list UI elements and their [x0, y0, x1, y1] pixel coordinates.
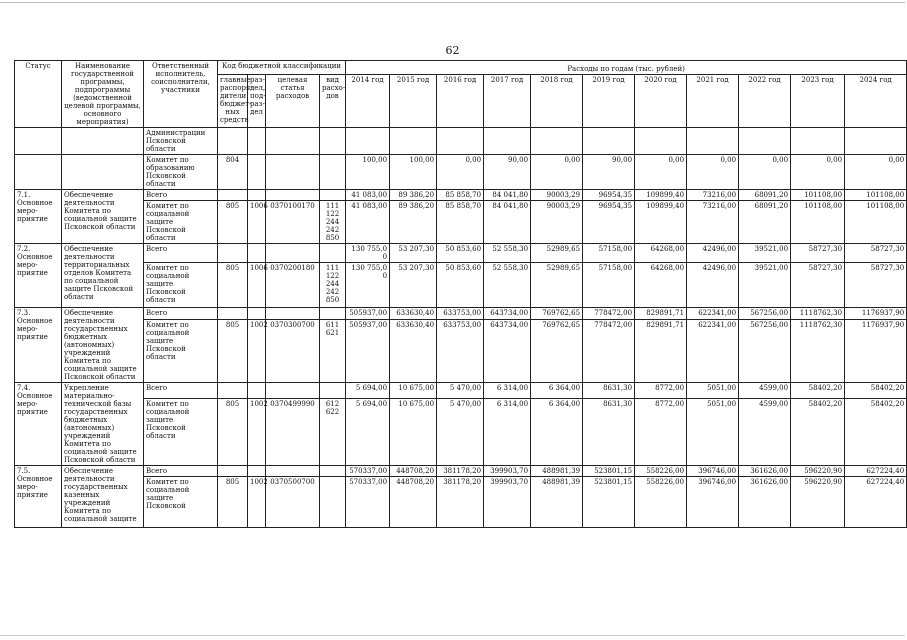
cell-value: 5 694,00 [346, 399, 390, 466]
cell-value [845, 128, 907, 155]
cell-total: 96954,35 [583, 190, 635, 201]
cell-target: 0370300700 [266, 320, 320, 383]
cell-section: 1006 [248, 201, 266, 244]
cell-grbs: 804 [218, 155, 248, 190]
vr-code: 611 [325, 321, 340, 329]
header-year: 2019 год [583, 75, 635, 128]
cell-value: 52989,65 [531, 263, 583, 308]
cell-grbs [218, 128, 248, 155]
cell-total: 399903,70 [484, 466, 531, 477]
cell-total: 52 558,30 [484, 244, 531, 263]
cell-value: 381178,20 [437, 477, 484, 528]
cell-value: 58727,30 [791, 263, 845, 308]
cell-total: 381178,20 [437, 466, 484, 477]
cell-total-label: Всего [144, 244, 218, 263]
cell-executor: Комитет по образованию Псковской области [144, 155, 218, 190]
cell-value: 8772,00 [635, 399, 687, 466]
cell-status [15, 128, 62, 155]
cell-total: 5 470,00 [437, 383, 484, 399]
header-name: Наименование государственной программы, подпрограммы (ведомственной целевой программы, основного мероприятия) [62, 61, 144, 128]
table-row-total [15, 190, 907, 201]
cell-value: 52 558,30 [484, 263, 531, 308]
cell-value: 1176937,90 [845, 320, 907, 383]
cell-name: Укрепление материально-технической базы государственных бюджетных (автономных) учреждений Комитета по социальной защите Псковской области [62, 383, 144, 466]
cell-value: 633630,40 [390, 320, 437, 383]
cell-total-label: Всего [144, 466, 218, 477]
cell-total: 101108,00 [845, 190, 907, 201]
cell-value: 73216,00 [687, 201, 739, 244]
cell-value: 68091,20 [739, 201, 791, 244]
cell-status: 7.5. Основное меро-приятие [15, 466, 62, 528]
cell-total: 596220,90 [791, 466, 845, 477]
cell-total: 58402,20 [791, 383, 845, 399]
cell-name: Обеспечение деятельности Комитета по социальной защите Псковской области [62, 190, 144, 244]
cell-vr [320, 466, 346, 477]
cell-vr [320, 244, 346, 263]
cell-value: 769762,65 [531, 320, 583, 383]
table-row [15, 399, 907, 466]
table-row [15, 320, 907, 383]
header-year: 2017 год [484, 75, 531, 128]
cell-value [437, 128, 484, 155]
cell-vr [320, 263, 346, 308]
cell-total: 57158,00 [583, 244, 635, 263]
cell-total: 130 755,00 [346, 244, 390, 263]
budget-table [14, 60, 907, 528]
cell-value: 96954,35 [583, 201, 635, 244]
cell-grbs [218, 308, 248, 320]
cell-target [266, 128, 320, 155]
cell-vr [320, 190, 346, 201]
table-row-total [15, 308, 907, 320]
cell-value: 89 386,20 [390, 201, 437, 244]
cell-total: 101108,00 [791, 190, 845, 201]
cell-value [739, 128, 791, 155]
cell-total: 1176937,90 [845, 308, 907, 320]
vr-code: 612 [325, 400, 340, 408]
table-row-total [15, 383, 907, 399]
header-executor: Ответственный исполнитель, соисполнители, участники [144, 61, 218, 128]
bottom-rule [0, 635, 905, 636]
header-section: раз-дел, под-раз-дел [248, 75, 266, 128]
top-rule [0, 2, 905, 3]
cell-status [15, 155, 62, 190]
cell-grbs [218, 466, 248, 477]
header-year: 2023 год [791, 75, 845, 128]
cell-value: 58402,20 [845, 399, 907, 466]
cell-total: 643734,00 [484, 308, 531, 320]
cell-value: 5051,00 [687, 399, 739, 466]
cell-executor: Администрации Псковской области [144, 128, 218, 155]
table-header [15, 61, 907, 128]
cell-section: 1002 [248, 477, 266, 528]
header-year: 2016 год [437, 75, 484, 128]
cell-value: 84 041,80 [484, 201, 531, 244]
cell-value: 523801,15 [583, 477, 635, 528]
cell-total: 448708,20 [390, 466, 437, 477]
cell-value [687, 128, 739, 155]
cell-vr [320, 320, 346, 383]
cell-total: 8631,30 [583, 383, 635, 399]
cell-value: 50 853,60 [437, 263, 484, 308]
vr-code: 111 [325, 202, 340, 210]
cell-name: Обеспечение деятельности государственных казенных учреждений Комитета по социальной защите [62, 466, 144, 528]
cell-total: 567256,00 [739, 308, 791, 320]
header-expenses: Расходы по годам (тыс. рублей) [346, 61, 907, 75]
cell-value: 505937,00 [346, 320, 390, 383]
cell-value: 6 314,00 [484, 399, 531, 466]
vr-code: 111 [325, 264, 340, 272]
cell-value: 8631,30 [583, 399, 635, 466]
cell-value: 42496,00 [687, 263, 739, 308]
cell-name [62, 128, 144, 155]
cell-status: 7.1. Основное меро-приятие [15, 190, 62, 244]
cell-total: 89 386,20 [390, 190, 437, 201]
cell-value [484, 128, 531, 155]
cell-value: 558226,00 [635, 477, 687, 528]
cell-total: 64268,00 [635, 244, 687, 263]
cell-value: 90003,29 [531, 201, 583, 244]
cell-section [248, 466, 266, 477]
vr-code: 122 [325, 210, 340, 218]
cell-vr [320, 308, 346, 320]
cell-total: 488981,39 [531, 466, 583, 477]
header-grbs: главные распоря-дители бюджет-ных средств [218, 75, 248, 128]
cell-value: 64268,00 [635, 263, 687, 308]
header-budget-code: Код бюджетной классификации [218, 61, 346, 75]
cell-total: 42496,00 [687, 244, 739, 263]
cell-total: 5051,00 [687, 383, 739, 399]
cell-value: 58402,20 [791, 399, 845, 466]
cell-status: 7.4. Основное меро-приятие [15, 383, 62, 466]
cell-total: 109899,40 [635, 190, 687, 201]
cell-total: 85 858,70 [437, 190, 484, 201]
cell-section: 1002 [248, 320, 266, 383]
cell-total: 627224,40 [845, 466, 907, 477]
header-target: целевая статья расходов [266, 75, 320, 128]
cell-value: 0,00 [687, 155, 739, 190]
cell-vr [320, 399, 346, 466]
cell-value: 0,00 [791, 155, 845, 190]
cell-value: 488981,39 [531, 477, 583, 528]
header-year: 2014 год [346, 75, 390, 128]
cell-value: 829891,71 [635, 320, 687, 383]
cell-executor: Комитет по социальной защите Псковской области [144, 263, 218, 308]
cell-total: 5 694,00 [346, 383, 390, 399]
cell-target [266, 466, 320, 477]
header-year: 2020 год [635, 75, 687, 128]
cell-executor: Комитет по социальной защите Псковской области [144, 201, 218, 244]
cell-value [791, 128, 845, 155]
cell-status: 7.3. Основное меро-приятие [15, 308, 62, 383]
table-row [15, 155, 907, 190]
cell-vr [320, 383, 346, 399]
cell-vr [320, 155, 346, 190]
cell-target [266, 244, 320, 263]
cell-executor: Комитет по социальной защите Псковской области [144, 320, 218, 383]
cell-value: 0,00 [739, 155, 791, 190]
cell-target: 0370499990 [266, 399, 320, 466]
cell-value: 396746,00 [687, 477, 739, 528]
cell-target: 0370100170 [266, 201, 320, 244]
vr-code: 244 [325, 280, 340, 288]
cell-value: 643734,00 [484, 320, 531, 383]
cell-value: 567256,00 [739, 320, 791, 383]
cell-total: 633753,00 [437, 308, 484, 320]
table-row [15, 263, 907, 308]
cell-value: 6 364,00 [531, 399, 583, 466]
header-status: Статус [15, 61, 62, 128]
cell-value: 778472,00 [583, 320, 635, 383]
cell-value: 57158,00 [583, 263, 635, 308]
vr-code: 242 [325, 226, 340, 234]
cell-value: 109899,40 [635, 201, 687, 244]
vr-code: 242 [325, 288, 340, 296]
cell-value: 627224,40 [845, 477, 907, 528]
vr-code: 850 [325, 234, 340, 242]
cell-total-label: Всего [144, 308, 218, 320]
cell-total: 90003,29 [531, 190, 583, 201]
cell-value: 361626,00 [739, 477, 791, 528]
cell-total: 505937,00 [346, 308, 390, 320]
cell-vr [320, 477, 346, 528]
cell-total: 58402,20 [845, 383, 907, 399]
cell-total: 58727,30 [845, 244, 907, 263]
cell-grbs [218, 190, 248, 201]
cell-total: 1118762,30 [791, 308, 845, 320]
cell-value: 1118762,30 [791, 320, 845, 383]
cell-value: 58727,30 [845, 263, 907, 308]
cell-value [635, 128, 687, 155]
cell-status: 7.2. Основное меро-приятие [15, 244, 62, 308]
cell-target: 0370500700 [266, 477, 320, 528]
cell-value: 0,00 [531, 155, 583, 190]
cell-total: 523801,15 [583, 466, 635, 477]
cell-total: 778472,00 [583, 308, 635, 320]
vr-code: 244 [325, 218, 340, 226]
vr-code: 621 [325, 329, 340, 337]
cell-value [531, 128, 583, 155]
cell-value: 130 755,00 [346, 263, 390, 308]
cell-value: 622341,00 [687, 320, 739, 383]
cell-grbs: 805 [218, 320, 248, 383]
cell-value: 101108,00 [791, 201, 845, 244]
cell-total: 52989,65 [531, 244, 583, 263]
cell-value: 90,00 [484, 155, 531, 190]
cell-value: 448708,20 [390, 477, 437, 528]
cell-section [248, 244, 266, 263]
cell-total: 4599,00 [739, 383, 791, 399]
table-row [15, 201, 907, 244]
cell-value: 100,00 [346, 155, 390, 190]
cell-total: 41 083,00 [346, 190, 390, 201]
header-year: 2024 год [845, 75, 907, 128]
cell-section [248, 128, 266, 155]
cell-total: 84 041,80 [484, 190, 531, 201]
cell-total: 10 675,00 [390, 383, 437, 399]
cell-total: 396746,00 [687, 466, 739, 477]
cell-target [266, 383, 320, 399]
cell-section [248, 190, 266, 201]
cell-value: 85 858,70 [437, 201, 484, 244]
cell-vr [320, 201, 346, 244]
cell-value [390, 128, 437, 155]
cell-value: 39521,00 [739, 263, 791, 308]
vr-code: 122 [325, 272, 340, 280]
table-row [15, 477, 907, 528]
cell-name [62, 155, 144, 190]
cell-total: 769762,65 [531, 308, 583, 320]
cell-value: 596220,90 [791, 477, 845, 528]
cell-total: 58727,30 [791, 244, 845, 263]
cell-value: 0,00 [845, 155, 907, 190]
cell-value [583, 128, 635, 155]
cell-grbs [218, 244, 248, 263]
cell-value [346, 128, 390, 155]
cell-target [266, 155, 320, 190]
cell-grbs: 805 [218, 399, 248, 466]
cell-total-label: Всего [144, 190, 218, 201]
cell-section: 1006 [248, 263, 266, 308]
cell-value: 100,00 [390, 155, 437, 190]
cell-value: 570337,00 [346, 477, 390, 528]
cell-total: 68091,20 [739, 190, 791, 201]
cell-value: 0,00 [437, 155, 484, 190]
table-body [15, 128, 907, 528]
cell-value: 399903,70 [484, 477, 531, 528]
cell-total: 361626,00 [739, 466, 791, 477]
table-row-total [15, 244, 907, 263]
cell-value: 4599,00 [739, 399, 791, 466]
header-year: 2021 год [687, 75, 739, 128]
table-row [15, 128, 907, 155]
cell-grbs [218, 383, 248, 399]
cell-name: Обеспечение деятельности государственных бюджетных (автономных) учреждений Комитета по социальной защите Псковской области [62, 308, 144, 383]
cell-section: 1002 [248, 399, 266, 466]
cell-total: 829891,71 [635, 308, 687, 320]
cell-grbs: 805 [218, 201, 248, 244]
cell-total: 6 314,00 [484, 383, 531, 399]
cell-total: 570337,00 [346, 466, 390, 477]
cell-grbs: 805 [218, 477, 248, 528]
cell-total: 53 207,30 [390, 244, 437, 263]
cell-grbs: 805 [218, 263, 248, 308]
cell-value: 5 470,00 [437, 399, 484, 466]
cell-total: 73216,00 [687, 190, 739, 201]
cell-target [266, 190, 320, 201]
cell-name: Обеспечение деятельности территориальных отделов Комитета по социальной защите Псковской области [62, 244, 144, 308]
cell-vr [320, 128, 346, 155]
cell-total: 558226,00 [635, 466, 687, 477]
cell-total: 6 364,00 [531, 383, 583, 399]
cell-value: 0,00 [635, 155, 687, 190]
cell-section [248, 155, 266, 190]
cell-total: 8772,00 [635, 383, 687, 399]
cell-section [248, 308, 266, 320]
header-year: 2018 год [531, 75, 583, 128]
table-row-total [15, 466, 907, 477]
vr-code: 850 [325, 296, 340, 304]
cell-value: 90,00 [583, 155, 635, 190]
cell-total: 50 853,60 [437, 244, 484, 263]
header-vr: вид расхо-дов [320, 75, 346, 128]
vr-code: 622 [325, 408, 340, 416]
header-year: 2022 год [739, 75, 791, 128]
cell-total: 633630,40 [390, 308, 437, 320]
cell-value: 101108,00 [845, 201, 907, 244]
cell-section [248, 383, 266, 399]
cell-executor: Комитет по социальной защите Псковской области [144, 399, 218, 466]
cell-target: 0370200180 [266, 263, 320, 308]
cell-value: 41 083,00 [346, 201, 390, 244]
cell-total-label: Всего [144, 383, 218, 399]
cell-value: 10 675,00 [390, 399, 437, 466]
cell-value: 53 207,30 [390, 263, 437, 308]
cell-total: 39521,00 [739, 244, 791, 263]
page-number: 62 [445, 44, 460, 57]
cell-executor: Комитет по социальной защите Псковской [144, 477, 218, 528]
cell-total: 622341,00 [687, 308, 739, 320]
cell-value: 633753,00 [437, 320, 484, 383]
header-year: 2015 год [390, 75, 437, 128]
cell-target [266, 308, 320, 320]
